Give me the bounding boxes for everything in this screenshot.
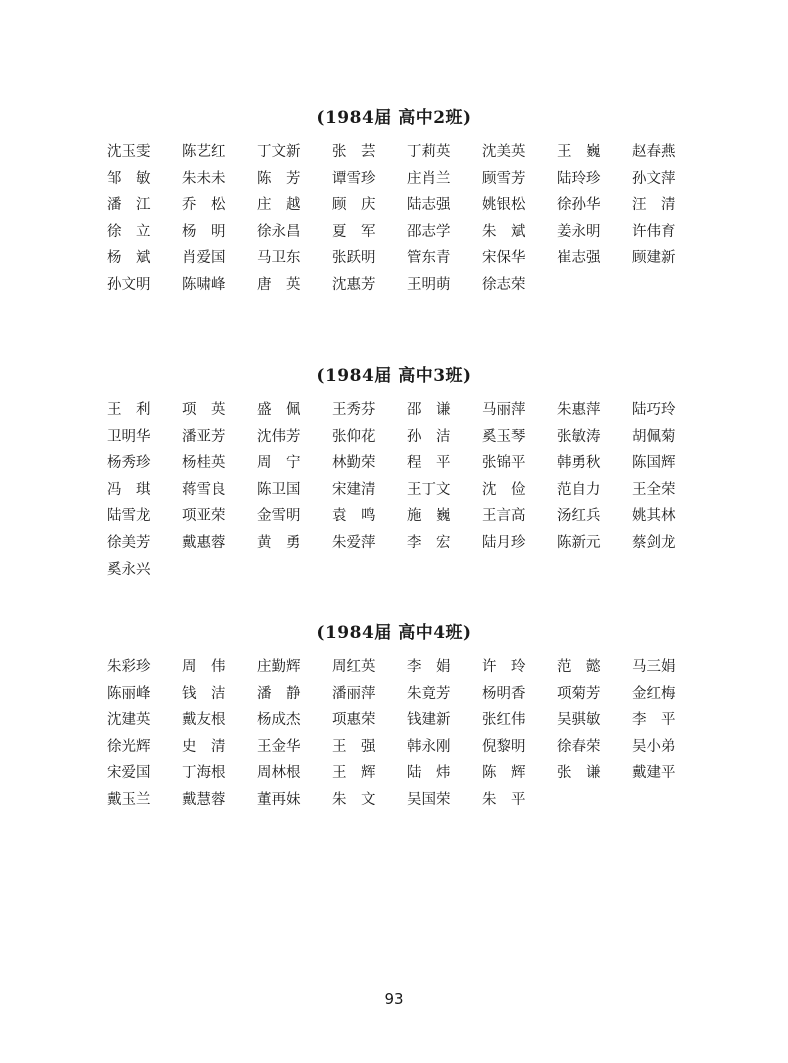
student-name: 张敏涛 (557, 428, 601, 445)
student-name: 沈伟芳 (257, 428, 301, 445)
student-name: 项亚荣 (182, 508, 226, 525)
student-name: 马丽萍 (482, 402, 526, 418)
student-name: 沈惠芳 (332, 276, 376, 293)
student-name: 许 玲 (482, 659, 526, 675)
student-name: 项惠荣 (332, 712, 376, 729)
student-name: 朱竟芳 (407, 685, 451, 702)
student-name: 陆 炜 (407, 765, 451, 782)
student-name: 陆玲珍 (557, 170, 601, 187)
student-name: 蒋雪良 (182, 481, 226, 498)
student-name: 倪黎明 (482, 738, 526, 755)
student-name: 林勤荣 (332, 455, 376, 472)
name-row (107, 787, 707, 814)
student-name: 邵 谦 (407, 402, 451, 418)
student-name: 王全荣 (632, 481, 676, 498)
student-name: 徐志荣 (482, 276, 526, 293)
student-name: 肖爱国 (182, 250, 226, 267)
student-name: 陈 芳 (257, 170, 301, 187)
student-name: 马三娟 (632, 659, 676, 675)
student-name: 丁文新 (257, 144, 301, 160)
student-name: 张跃明 (332, 250, 376, 267)
student-name: 宋爱国 (107, 765, 151, 782)
student-name: 赵春燕 (632, 144, 676, 160)
section-title: (1984届 高中2班) (316, 108, 472, 128)
student-name: 张仰花 (332, 428, 376, 445)
student-name: 戴玉兰 (107, 791, 151, 808)
student-name: 朱 文 (332, 791, 376, 808)
student-name: 王 辉 (332, 765, 376, 782)
student-name: 韩永刚 (407, 738, 451, 755)
student-name: 张红伟 (482, 712, 526, 729)
student-name: 孙文萍 (632, 170, 676, 187)
name-row (107, 192, 707, 219)
student-name: 杨 明 (182, 223, 226, 240)
student-name: 许伟育 (632, 223, 676, 240)
student-name: 王丁文 (407, 481, 451, 498)
student-name: 宋建清 (332, 481, 376, 498)
student-name: 吴骐敏 (557, 712, 601, 729)
name-row (107, 477, 707, 504)
student-name: 朱爱萍 (332, 534, 376, 551)
student-name: 潘亚芳 (182, 428, 226, 445)
student-name: 李 宏 (407, 534, 451, 551)
student-name: 戴友根 (182, 712, 226, 729)
student-name: 陆雪龙 (107, 508, 151, 525)
student-name: 奚玉琴 (482, 428, 526, 445)
student-name: 陆巧玲 (632, 402, 676, 418)
name-row (107, 530, 707, 557)
student-name: 丁莉英 (407, 144, 451, 160)
student-name: 邵志学 (407, 223, 451, 240)
student-name: 金红梅 (632, 685, 676, 702)
name-row (107, 707, 707, 734)
student-name: 庄 越 (257, 197, 301, 214)
student-name: 沈建英 (107, 712, 151, 729)
section-title: (1984届 高中4班) (316, 623, 472, 643)
student-name: 陆月珍 (482, 534, 526, 551)
student-name: 蔡剑龙 (632, 534, 676, 551)
name-row (107, 760, 707, 787)
name-row (107, 557, 707, 584)
student-name: 管东青 (407, 250, 451, 267)
student-name: 朱未未 (182, 170, 226, 187)
student-name: 戴建平 (632, 765, 676, 782)
student-name: 袁 鸣 (332, 508, 376, 525)
student-name: 周 伟 (182, 659, 226, 675)
student-name: 潘丽萍 (332, 685, 376, 702)
student-name: 李 平 (632, 712, 676, 729)
student-name: 丁海根 (182, 765, 226, 782)
student-name: 杨 斌 (107, 250, 151, 267)
student-name: 王金华 (257, 738, 301, 755)
student-name: 徐春荣 (557, 738, 601, 755)
student-name: 王言高 (482, 508, 526, 525)
student-name: 沈 俭 (482, 481, 526, 498)
name-grid (107, 139, 707, 299)
student-name: 朱 斌 (482, 223, 526, 240)
student-name: 王 巍 (557, 144, 601, 160)
name-row (107, 503, 707, 530)
student-name: 戴惠蓉 (182, 534, 226, 551)
student-name: 朱彩珍 (107, 659, 151, 675)
student-name: 汪 清 (632, 197, 676, 214)
student-name: 邹 敏 (107, 170, 151, 187)
student-name: 夏 军 (332, 223, 376, 240)
name-row (107, 245, 707, 272)
name-row (107, 139, 707, 166)
student-name: 范自力 (557, 481, 601, 498)
student-name: 程 平 (407, 455, 451, 472)
name-row (107, 272, 707, 299)
student-name: 崔志强 (557, 250, 601, 267)
student-name: 王秀芬 (332, 402, 376, 418)
student-name: 董再妹 (257, 791, 301, 808)
student-name: 陆志强 (407, 197, 451, 214)
student-name: 李 娟 (407, 659, 451, 675)
student-name: 陈丽峰 (107, 685, 151, 702)
student-name: 顾建新 (632, 250, 676, 267)
student-name: 杨成杰 (257, 712, 301, 729)
student-name: 杨桂英 (182, 455, 226, 472)
student-name: 钱 洁 (182, 685, 226, 702)
student-name: 周林根 (257, 765, 301, 782)
student-name: 张锦平 (482, 455, 526, 472)
student-name: 胡佩菊 (632, 428, 676, 445)
student-name: 庄勤辉 (257, 659, 301, 675)
name-row (107, 734, 707, 761)
student-name: 陈啸峰 (182, 276, 226, 293)
student-name: 冯 琪 (107, 481, 151, 498)
name-row (107, 424, 707, 451)
student-name: 项 英 (182, 402, 226, 418)
student-name: 庄肖兰 (407, 170, 451, 187)
student-name: 徐永昌 (257, 223, 301, 240)
student-name: 施 巍 (407, 508, 451, 525)
student-name: 顾 庆 (332, 197, 376, 214)
name-grid (107, 397, 707, 583)
section-title: (1984届 高中3班) (316, 366, 472, 386)
name-row (107, 219, 707, 246)
name-row (107, 166, 707, 193)
name-row (107, 654, 707, 681)
student-name: 张 谦 (557, 765, 601, 782)
student-name: 陈 辉 (482, 765, 526, 782)
student-name: 陈艺红 (182, 144, 226, 160)
name-grid (107, 654, 707, 814)
student-name: 戴慧蓉 (182, 791, 226, 808)
student-name: 姚银松 (482, 197, 526, 214)
student-name: 韩勇秋 (557, 455, 601, 472)
name-row (107, 681, 707, 708)
student-name: 张 芸 (332, 144, 376, 160)
student-name: 唐 英 (257, 276, 301, 293)
student-name: 乔 松 (182, 197, 226, 214)
student-name: 姚其林 (632, 508, 676, 525)
student-name: 史 清 (182, 738, 226, 755)
name-row (107, 397, 707, 424)
name-row (107, 450, 707, 477)
student-name: 杨明香 (482, 685, 526, 702)
student-name: 姜永明 (557, 223, 601, 240)
student-name: 沈美英 (482, 144, 526, 160)
student-name: 吴小弟 (632, 738, 676, 755)
student-name: 沈玉雯 (107, 144, 151, 160)
student-name: 宋保华 (482, 250, 526, 267)
student-name: 吴国荣 (407, 791, 451, 808)
student-name: 陈国辉 (632, 455, 676, 472)
student-name: 盛 佩 (257, 402, 301, 418)
student-name: 王 强 (332, 738, 376, 755)
student-name: 朱 平 (482, 791, 526, 808)
student-name: 杨秀珍 (107, 455, 151, 472)
student-name: 项菊芳 (557, 685, 601, 702)
student-name: 潘 江 (107, 197, 151, 214)
student-name: 陈新元 (557, 534, 601, 551)
student-name: 卫明华 (107, 428, 151, 445)
student-name: 汤红兵 (557, 508, 601, 525)
student-name: 范 懿 (557, 659, 601, 675)
student-name: 陈卫国 (257, 481, 301, 498)
student-name: 谭雪珍 (332, 170, 376, 187)
student-name: 钱建新 (407, 712, 451, 729)
student-name: 马卫东 (257, 250, 301, 267)
student-name: 顾雪芳 (482, 170, 526, 187)
student-name: 周 宁 (257, 455, 301, 472)
student-name: 黄 勇 (257, 534, 301, 551)
student-name: 金雪明 (257, 508, 301, 525)
page-number: 93 (384, 990, 404, 1008)
student-name: 周红英 (332, 659, 376, 675)
student-name: 王明萌 (407, 276, 451, 293)
student-name: 王 利 (107, 402, 151, 418)
student-name: 孙 洁 (407, 428, 451, 445)
student-name: 潘 静 (257, 685, 301, 702)
student-name: 徐光辉 (107, 738, 151, 755)
student-name: 朱惠萍 (557, 402, 601, 418)
student-name: 徐美芳 (107, 534, 151, 551)
student-name: 孙文明 (107, 276, 151, 293)
student-name: 徐孙华 (557, 197, 601, 214)
student-name: 奚永兴 (107, 561, 151, 578)
student-name: 徐 立 (107, 223, 151, 240)
